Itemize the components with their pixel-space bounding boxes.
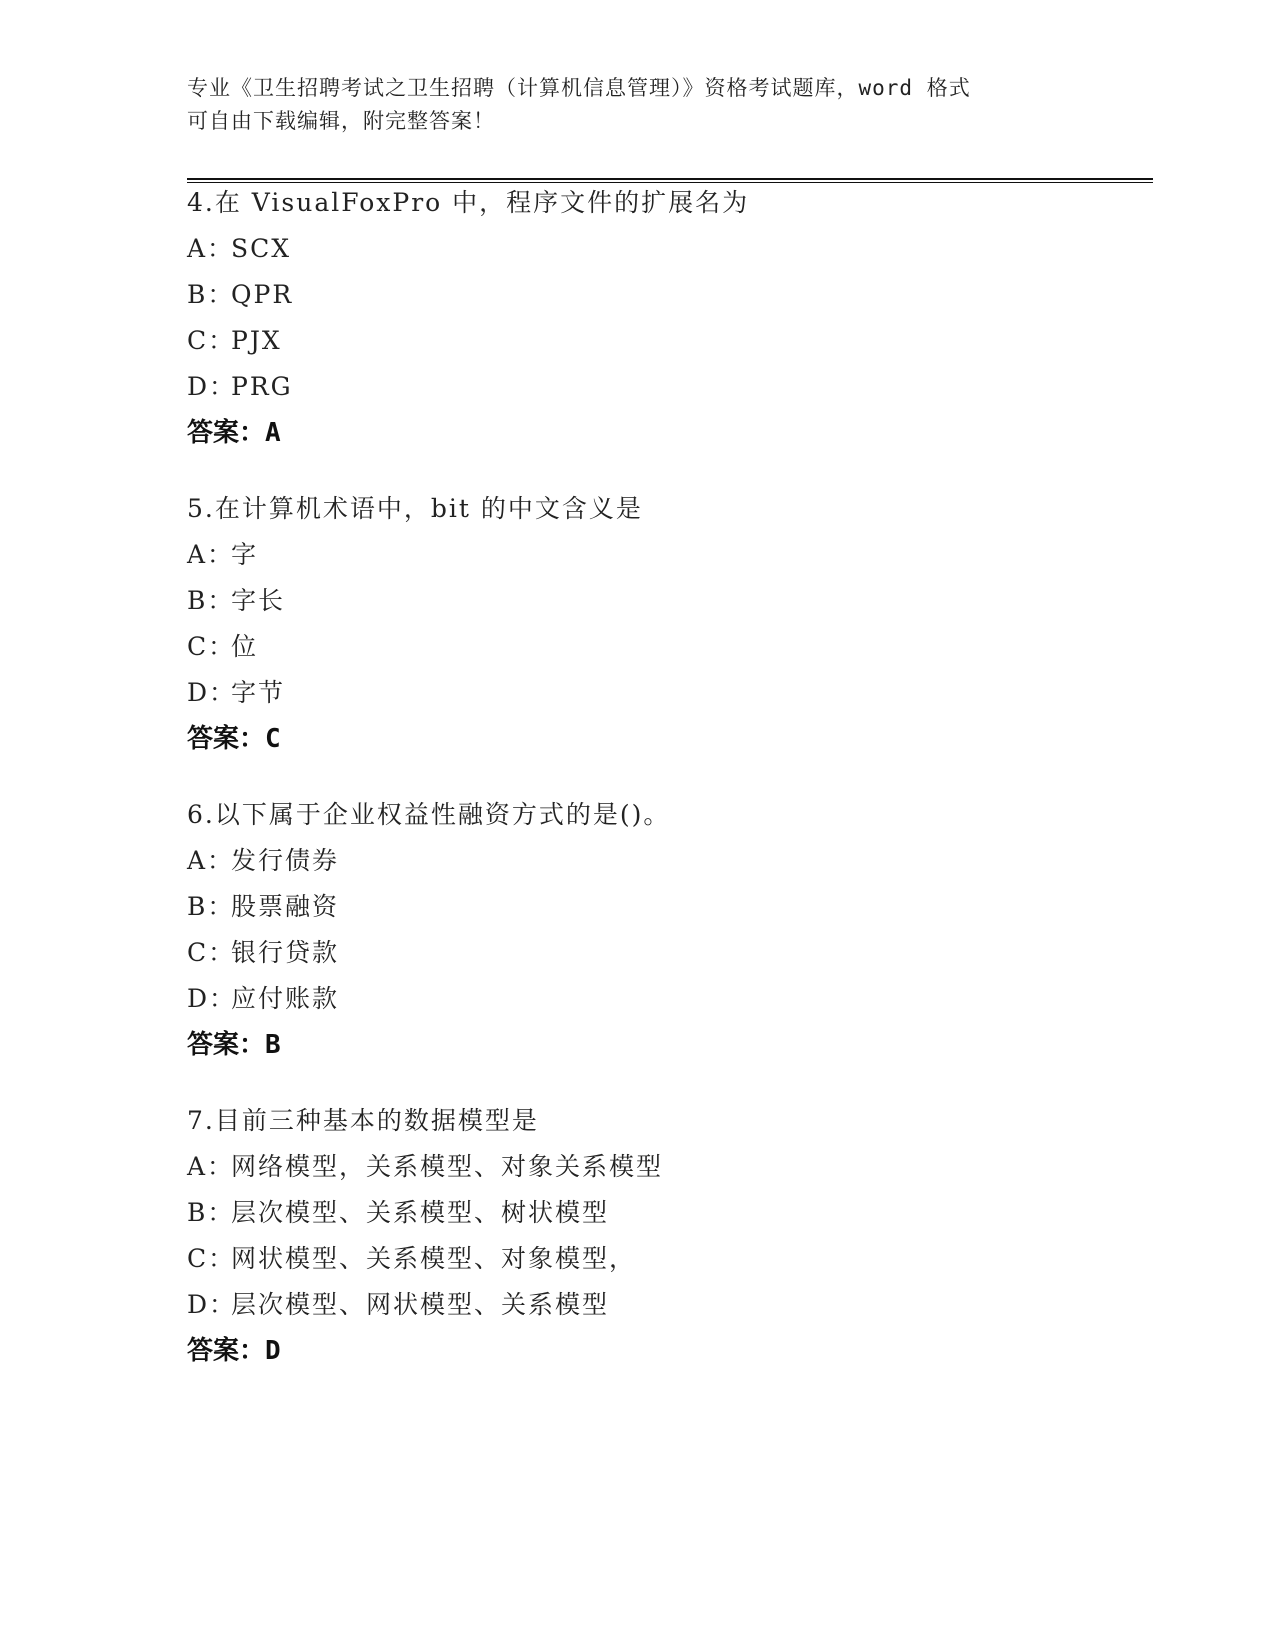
- option-d: D：应付账款: [187, 984, 340, 1013]
- question-7: [187, 1098, 1087, 1374]
- header-line-2: 可自由下载编辑，附完整答案！: [187, 109, 495, 133]
- question-stem: 6.以下属于企业权益性融资方式的是()。: [187, 800, 671, 829]
- answer-value: A: [265, 418, 281, 448]
- answer-value: C: [265, 724, 281, 754]
- option-a: A：发行债券: [187, 846, 340, 875]
- question-4: [187, 180, 1087, 456]
- option-b: B：QPR: [187, 280, 294, 309]
- question-stem: 5.在计算机术语中，bit 的中文含义是: [187, 494, 643, 523]
- question-stem: 4.在 VisualFoxPro 中，程序文件的扩展名为: [187, 188, 750, 217]
- option-b: B：字长: [187, 586, 286, 615]
- answer-line: 答案：D: [187, 1336, 281, 1366]
- question-6: [187, 792, 1087, 1068]
- option-d: D：PRG: [187, 372, 293, 401]
- answer-line: 答案：A: [187, 418, 281, 448]
- answer-line: 答案：C: [187, 724, 281, 754]
- answer-value: B: [265, 1030, 281, 1060]
- option-c: C：网状模型、关系模型、对象模型，: [187, 1244, 637, 1273]
- option-a: A：字: [187, 540, 259, 569]
- option-c: C：PJX: [187, 326, 282, 355]
- answer-line: 答案：B: [187, 1030, 281, 1060]
- option-d: D：层次模型、网状模型、关系模型: [187, 1290, 610, 1319]
- answer-value: D: [265, 1336, 281, 1366]
- question-5: [187, 486, 1087, 762]
- header-line-1: 专业《卫生招聘考试之卫生招聘（计算机信息管理）》资格考试题库，word 格式: [187, 76, 971, 100]
- option-c: C：位: [187, 632, 259, 661]
- document-header: [187, 72, 1087, 138]
- question-stem: 7.目前三种基本的数据模型是: [187, 1106, 539, 1135]
- option-b: B：股票融资: [187, 892, 340, 921]
- option-a: A：网络模型，关系模型、对象关系模型: [187, 1152, 664, 1181]
- option-b: B：层次模型、关系模型、树状模型: [187, 1198, 610, 1227]
- option-d: D：字节: [187, 678, 286, 707]
- option-a: A：SCX: [187, 234, 292, 263]
- option-c: C：银行贷款: [187, 938, 340, 967]
